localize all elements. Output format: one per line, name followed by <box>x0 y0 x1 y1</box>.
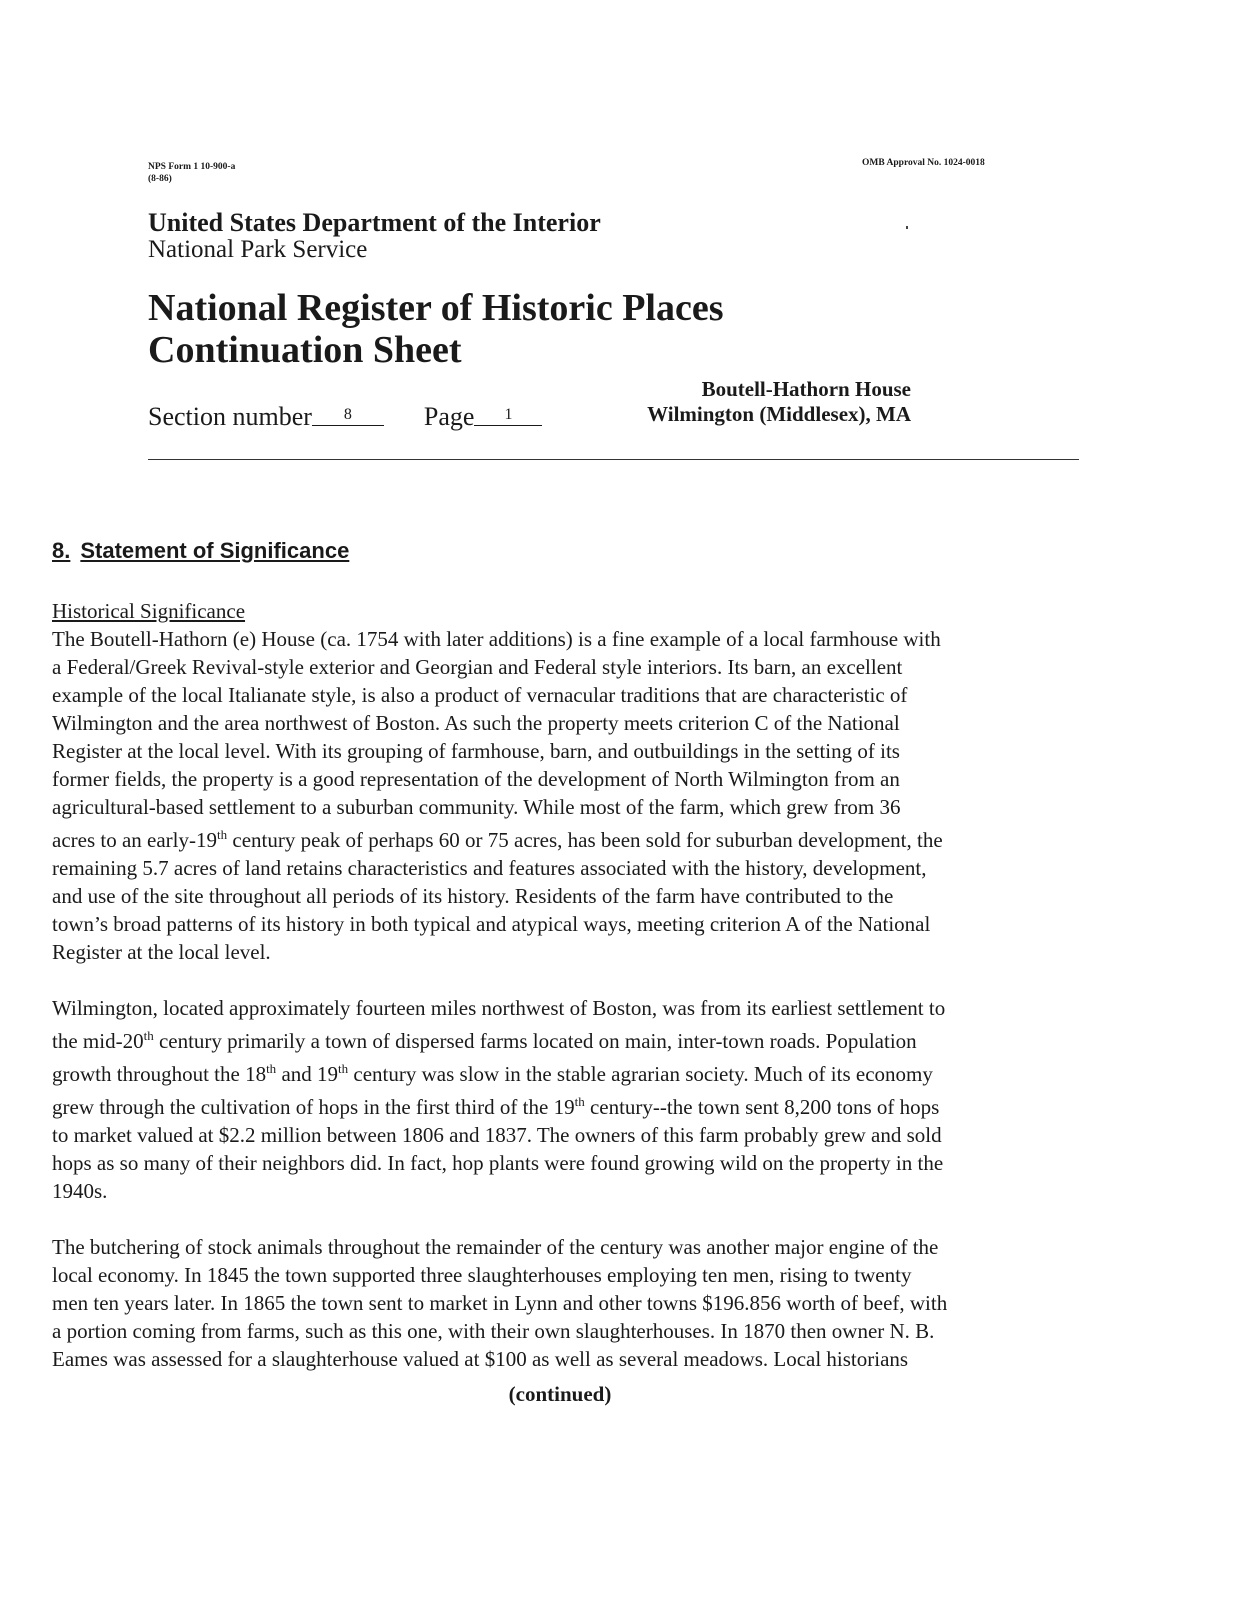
paragraph-line: the mid-20th century primarily a town of dispersed farms located on main, inter-town roads. Population <box>52 1028 917 1053</box>
service-name: National Park Service <box>148 236 368 263</box>
paragraph <box>52 625 1077 966</box>
paragraph-line: grew through the cultivation of hops in the first third of the 19th century--the town sent 8,200 tons of hops <box>52 1094 940 1119</box>
paragraph-line: 1940s. <box>52 1179 108 1203</box>
paragraph-line: Register at the local level. <box>52 940 271 964</box>
paragraph-line: former fields, the property is a good representation of the development of North Wilmington from an <box>52 767 900 791</box>
paragraph-line: and use of the site throughout all periods of its history. Residents of the farm have contributed to the <box>52 884 894 908</box>
paragraph-line: Wilmington, located approximately fourteen miles northwest of Boston, was from its earliest settlement to <box>52 996 946 1020</box>
property-location: Wilmington (Middlesex), MA <box>647 402 911 426</box>
paragraph-line: The Boutell-Hathorn (e) House (ca. 1754 with later additions) is a fine example of a local farmhouse with <box>52 627 941 651</box>
omb-approval: OMB Approval No. 1024-0018 <box>862 158 985 168</box>
paragraph <box>52 1233 1077 1373</box>
form-number-line2: (8-86) <box>148 174 172 184</box>
paragraph-line: acres to an early-19th century peak of perhaps 60 or 75 acres, has been sold for suburban development, the <box>52 827 943 852</box>
paragraph-line: local economy. In 1845 the town supported three slaughterhouses employing ten men, rising to twenty <box>52 1263 912 1287</box>
paragraph-line: The butchering of stock animals throughout the remainder of the century was another major engine of the <box>52 1235 939 1259</box>
body-text <box>52 597 1077 1401</box>
continued-note: (continued) <box>508 1382 612 1406</box>
property-name: Boutell-Hathorn House <box>701 377 911 401</box>
paragraph-line: agricultural-based settlement to a suburban community. While most of the farm, which grew from 36 <box>52 795 901 819</box>
section-number-value: 8 <box>312 405 384 426</box>
paragraph-line: town’s broad patterns of its history in both typical and atypical ways, meeting criterion A of the National <box>52 912 931 936</box>
department-name: United States Department of the Interior <box>148 208 601 237</box>
paragraph-line: growth throughout the 18th and 19th century was slow in the stable agrarian society. Much of its economy <box>52 1061 933 1086</box>
paragraph-line: to market valued at $2.2 million between 1806 and 1837. The owners of this farm probably grew and sold <box>52 1123 942 1147</box>
register-subtitle: Continuation Sheet <box>148 329 462 371</box>
register-title: National Register of Historic Places <box>148 287 724 329</box>
paragraph-line: Wilmington and the area northwest of Boston. As such the property meets criterion C of the National <box>52 711 900 735</box>
paragraph-line: Register at the local level. With its grouping of farmhouse, barn, and outbuildings in the setting of its <box>52 739 900 763</box>
form-number-line1: NPS Form 1 10-900-a <box>148 162 236 172</box>
paragraph-line: Eames was assessed for a slaughterhouse valued at $100 as well as several meadows. Local historians <box>52 1347 909 1371</box>
section-number-label: Section number <box>148 402 312 431</box>
section-heading-title: Statement of Significance <box>80 538 350 563</box>
paragraph-line: hops as so many of their neighbors did. In fact, hop plants were found growing wild on the property in the <box>52 1151 944 1175</box>
scan-speck <box>906 226 908 229</box>
subheading: Historical Significance <box>52 599 246 623</box>
paragraphs <box>52 625 1077 1373</box>
section-heading-number: 8. <box>52 538 71 563</box>
paragraph-line: remaining 5.7 acres of land retains characteristics and features associated with the history, development, <box>52 856 927 880</box>
paragraph-line: example of the local Italianate style, is also a product of vernacular traditions that are characteristic of <box>52 683 908 707</box>
paragraph-line: a Federal/Greek Revival-style exterior and Georgian and Federal style interiors. Its barn, an excellent <box>52 655 903 679</box>
section-heading <box>52 537 349 565</box>
paragraph-line: a portion coming from farms, such as this one, with their own slaughterhouses. In 1870 then owner N. B. <box>52 1319 935 1343</box>
page-label: Page <box>423 402 475 431</box>
header-divider <box>148 459 1079 460</box>
paragraph <box>52 994 1077 1205</box>
section-page-line <box>148 401 542 433</box>
paragraph-line: men ten years later. In 1865 the town sent to market in Lynn and other towns $196.856 worth of beef, with <box>52 1291 948 1315</box>
form-number <box>148 161 235 185</box>
page-value: 1 <box>474 405 542 426</box>
